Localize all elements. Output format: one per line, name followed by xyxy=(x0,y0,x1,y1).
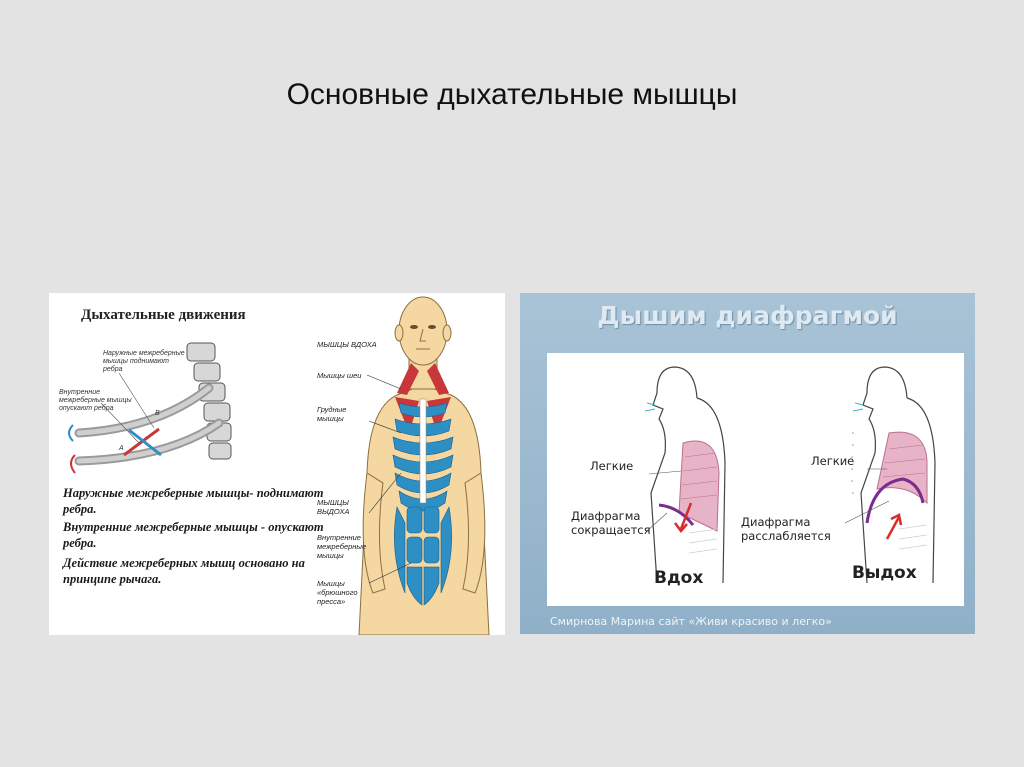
inhale-figure xyxy=(645,367,725,583)
label-internal-intercostal: Внутренние межреберные мышцы xyxy=(317,533,367,560)
rib-label-a: A xyxy=(119,445,124,452)
exhale-figure xyxy=(845,367,935,583)
paragraph-external: Наружные межреберные мышцы- поднимают ребра. xyxy=(63,486,324,516)
rib-label-lower: Внутренние межреберные мышцы опускают ребра xyxy=(59,389,132,412)
paragraph-internal: Внутренние межреберные мышцы - опускают ребра. xyxy=(63,520,324,550)
inhale-diaphragm-label: Диафрагма сокращается xyxy=(571,509,651,537)
left-image-respiratory-movements xyxy=(49,293,505,635)
label-abdominal: Мышцы «брюшного пресса» xyxy=(317,579,358,606)
down-arc-icon xyxy=(71,455,75,473)
left-image-title: Дыхательные движения xyxy=(81,307,246,323)
exhale-diaphragm-label: Диафрагма расслабляется xyxy=(741,515,831,543)
label-exhale-muscles: МЫШЦЫ ВЫДОХА xyxy=(317,498,350,516)
right-image-diaphragm-breathing xyxy=(520,293,975,634)
inhale-lungs-label: Легкие xyxy=(590,459,634,473)
up-arc-icon xyxy=(69,425,73,441)
slide-title: Основные дыхательные мышцы xyxy=(286,78,738,111)
label-neck-muscles: Мышцы шеи xyxy=(317,371,362,380)
diaphragm-diagram-card xyxy=(547,353,964,606)
label-inhale-muscles: МЫШЦЫ ВДОХА xyxy=(317,340,377,349)
right-image-title: Дышим диафрагмой xyxy=(597,301,898,330)
exhale-caption: Выдох xyxy=(852,563,917,583)
arrow-up-icon xyxy=(887,517,899,539)
rib-label-upper: Наружные межреберные мышцы поднимают ребра xyxy=(103,350,185,373)
rib-label-b: B xyxy=(155,410,160,417)
label-chest-muscles: Грудные мышцы xyxy=(317,405,347,423)
inhale-caption: Вдох xyxy=(654,568,704,588)
image-credit: Смирнова Марина сайт «Живи красиво и легко» xyxy=(550,615,832,628)
paragraph-lever: Действие межреберных мышц основано на принципе рычага. xyxy=(63,556,305,586)
exhale-lungs-label: Легкие xyxy=(811,454,855,468)
